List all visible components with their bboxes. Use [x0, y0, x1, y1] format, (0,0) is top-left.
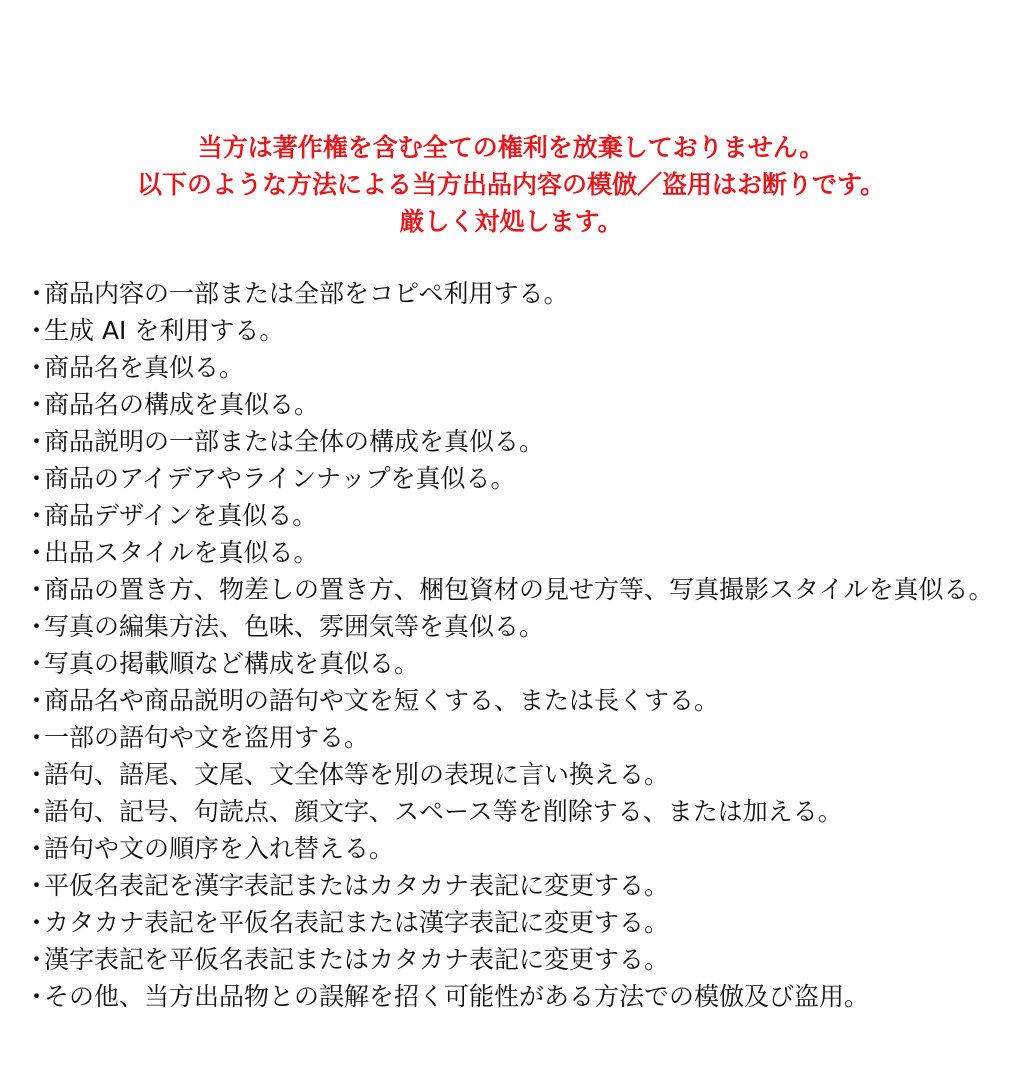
list-item — [24, 867, 1019, 904]
bullet-icon: ・ — [24, 575, 50, 604]
bullet-icon: ・ — [24, 649, 50, 678]
list-item — [24, 756, 1019, 793]
list-item — [24, 941, 1019, 978]
list-item — [24, 275, 1019, 312]
bullet-icon: ・ — [24, 501, 50, 530]
list-item — [24, 423, 1019, 460]
bullet-icon: ・ — [24, 427, 50, 456]
list-item-text: 商品の置き方、物差しの置き方、梱包資材の見せ方等、写真撮影スタイルを真似る。 — [44, 575, 994, 604]
bullet-icon: ・ — [24, 538, 50, 567]
bullet-icon: ・ — [24, 797, 50, 826]
list-item — [24, 497, 1019, 534]
bullet-icon: ・ — [24, 871, 50, 900]
notice-line: 厳しく対処します。 — [399, 207, 623, 236]
bullet-icon: ・ — [24, 760, 50, 789]
notice-line: 以下のような方法による当方出品内容の模倣／盗用はお断りです。 — [136, 170, 885, 199]
list-item-text: 商品名や商品説明の語句や文を短くする、または長くする。 — [44, 686, 720, 715]
bullet-icon: ・ — [24, 464, 50, 493]
bullet-icon: ・ — [24, 723, 50, 752]
list-item — [24, 460, 1019, 497]
list-item-text: 写真の編集方法、色味、雰囲気等を真似る。 — [44, 612, 545, 641]
list-item-text: 平仮名表記を漢字表記またはカタカナ表記に変更する。 — [44, 871, 670, 900]
list-item-text: 語句や文の順序を入れ替える。 — [44, 834, 395, 863]
list-item-text: 商品名の構成を真似る。 — [44, 390, 320, 419]
list-item — [24, 386, 1019, 423]
list-item — [24, 978, 1019, 1015]
bullet-icon: ・ — [24, 945, 50, 974]
copyright-notice — [0, 129, 1022, 240]
bullet-icon: ・ — [24, 612, 50, 641]
list-item-text: 写真の掲載順など構成を真似る。 — [44, 649, 420, 678]
list-item — [24, 534, 1019, 571]
list-item-text: 漢字表記を平仮名表記またはカタカナ表記に変更する。 — [44, 945, 670, 974]
list-item-text: 語句、語尾、文尾、文全体等を別の表現に言い換える。 — [44, 760, 670, 789]
bullet-icon: ・ — [24, 279, 50, 308]
list-item — [24, 608, 1019, 645]
list-item — [24, 830, 1019, 867]
prohibited-actions-list — [24, 275, 1019, 1015]
list-item — [24, 349, 1019, 386]
list-item-text: 出品スタイルを真似る。 — [44, 538, 319, 567]
list-item-text: 商品のアイデアやラインナップを真似る。 — [44, 464, 516, 493]
list-item — [24, 645, 1019, 682]
list-item-text: 商品説明の一部または全体の構成を真似る。 — [44, 427, 545, 456]
bullet-icon: ・ — [24, 982, 50, 1011]
bullet-icon: ・ — [24, 686, 50, 715]
list-item-text: 商品名を真似る。 — [44, 353, 245, 382]
list-item — [24, 719, 1019, 756]
list-item-text: 一部の語句や文を盗用する。 — [44, 723, 370, 752]
bullet-icon: ・ — [24, 316, 50, 345]
bullet-icon: ・ — [24, 353, 50, 382]
list-item-text: 語句、記号、句読点、顔文字、スペース等を削除する、または加える。 — [44, 797, 843, 826]
list-item — [24, 571, 1019, 608]
list-item-text: 商品内容の一部または全部をコピペ利用する。 — [44, 279, 569, 308]
list-item-text: その他、当方出品物との誤解を招く可能性がある方法での模倣及び盗用。 — [44, 982, 870, 1011]
bullet-icon: ・ — [24, 834, 50, 863]
list-item — [24, 682, 1019, 719]
list-item — [24, 904, 1019, 941]
list-item — [24, 312, 1019, 349]
notice-line: 当方は著作権を含む全ての権利を放棄しておりません。 — [197, 133, 825, 162]
bullet-icon: ・ — [24, 908, 50, 937]
list-item — [24, 793, 1019, 830]
list-item-text: 生成 AI を利用する。 — [44, 316, 285, 345]
list-item-text: カタカナ表記を平仮名表記または漢字表記に変更する。 — [44, 908, 670, 937]
bullet-icon: ・ — [24, 390, 50, 419]
list-item-text: 商品デザインを真似る。 — [44, 501, 318, 530]
